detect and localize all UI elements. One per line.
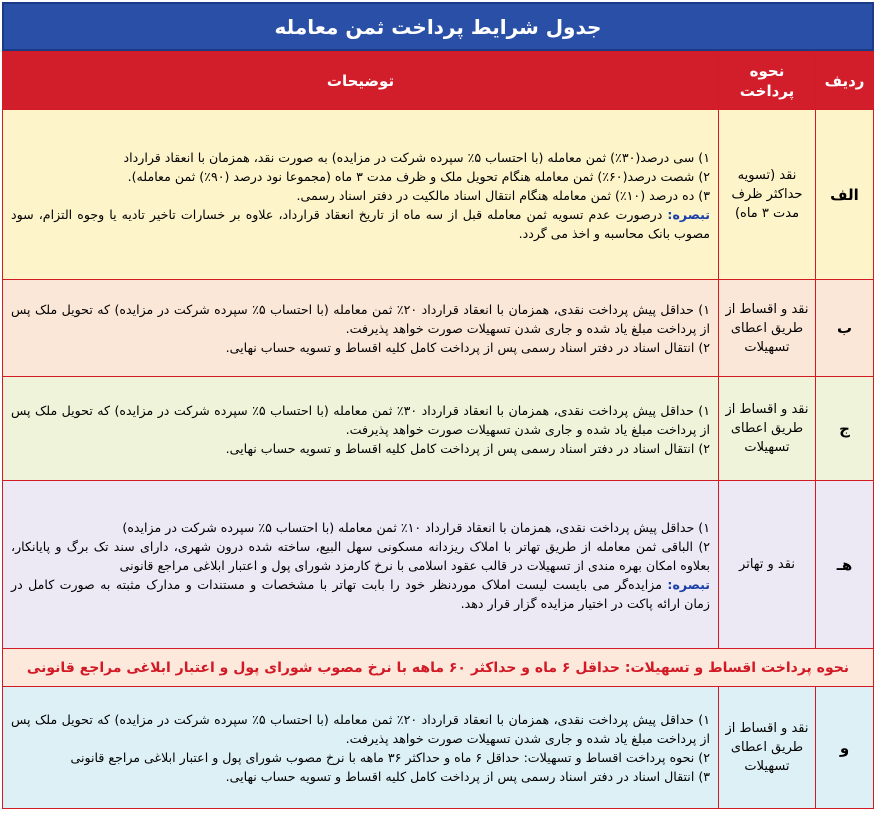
description-item: ۱) حداقل پیش پرداخت نقدی، همزمان با انعقاد قرارداد ۲۰٪ ثمن معامله (با احتساب ۵٪ سپرده شرکت در مزایده) که تحویل ملک پس از پرداخت مبلغ یاد شده و جاری شدن تسهیلات صورت خواهد پذیرفت. (11, 712, 710, 746)
note-label: تبصره: (667, 576, 710, 592)
description-item: ۳) انتقال اسناد در دفتر اسناد رسمی پس از پرداخت کامل کلیه اقساط و تسویه حساب نهایی. (225, 769, 710, 784)
document-title: جدول شرایط پرداخت ثمن معامله (2, 2, 874, 51)
row-label: هـ (816, 481, 874, 649)
description-item: ۲) انتقال اسناد در دفتر اسناد رسمی پس از پرداخت کامل کلیه اقساط و تسویه حساب نهایی. (225, 440, 710, 456)
description-item: ۲) شصت درصد(۶۰٪) ثمن معامله هنگام تحویل ملک و ظرف مدت ۳ ماه (مجموعا نود درصد (۹۰٪) ثمن معامله). (127, 168, 710, 184)
note-text: درصورت عدم تسویه ثمن معامله قبل از سه ماه از تاریخ انعقاد قرارداد، علاوه بر خسارات تاخیر تادیه یا وجوه التزام، سود مصوب بانک محاسبه و اخذ می گردد. (11, 206, 710, 241)
note-text: مزایده‌گر می بایست لیست املاک موردنظر خود را بابت تهاتر با مشخصات و مستندات و مدارک مثبته به صورت کامل در زمان ارائه پاکت در اختیار مزایده گزار قرار دهد. (11, 576, 710, 611)
header-description: توضیحات (3, 52, 719, 110)
description-item: ۱) سی درصد(۳۰٪) ثمن معامله (با احتساب ۵٪ سپرده شرکت در مزایده) به صورت نقد، همزمان با انعقاد قرارداد (123, 149, 710, 165)
table-row (3, 110, 874, 280)
payment-method: نقد و اقساط از طریق اعطای تسهیلات (719, 687, 816, 809)
header-radif: ردیف (816, 52, 874, 110)
description-item: ۱) حداقل پیش پرداخت نقدی، همزمان با انعقاد قرارداد ۳۰٪ ثمن معامله (با احتساب ۵٪ سپرده شرکت در مزایده) که تحویل ملک پس از پرداخت مبلغ یاد شده و جاری شدن تسهیلات صورت خواهد پذیرفت. (11, 402, 710, 437)
header-method: نحوه پرداخت (719, 52, 816, 110)
table-row (3, 481, 874, 649)
row-description (3, 110, 719, 280)
table-row (3, 687, 874, 809)
note-paragraph (11, 205, 710, 243)
description-item: ۱) حداقل پیش پرداخت نقدی، همزمان با انعقاد قرارداد ۲۰٪ ثمن معامله (با احتساب ۵٪ سپرده شرکت در مزایده) که تحویل ملک پس از پرداخت مبلغ یاد شده و جاری شدن تسهیلات صورت خواهد پذیرفت. (11, 302, 710, 336)
note-paragraph (11, 575, 710, 613)
description-item: ۳) ده درصد (۱۰٪) ثمن معامله هنگام انتقال اسناد مالکیت در دفتر اسناد رسمی. (296, 187, 710, 203)
table-header-row (3, 52, 874, 110)
row-description (3, 481, 719, 649)
row-label: ج (816, 377, 874, 481)
payment-terms-document (2, 2, 874, 816)
row-label: و (816, 687, 874, 809)
description-item: ۲) انتقال اسناد در دفتر اسناد رسمی پس از پرداخت کامل کلیه اقساط و تسویه حساب نهایی. (225, 340, 710, 355)
banner-row (3, 649, 874, 687)
row-description (3, 687, 719, 809)
row-description (3, 280, 719, 377)
description-item: ۲) نحوه پرداخت اقساط و تسهیلات: حداقل ۶ ماه و حداکثر ۳۶ ماهه با نرخ مصوب شورای پول و اعتبار ابلاغی مراجع قانونی (70, 750, 710, 765)
payment-method: نقد و اقساط از طریق اعطای تسهیلات (719, 377, 816, 481)
description-item: ۲) الباقی ثمن معامله از طریق تهاتر با املاک ریزدانه مسکونی سهل البیع، ساخته شده درون شهری، دارای سند تک برگ و پایانکار، بعلاوه امکان بهره مندی از تسهیلات در قالب عقود اسلامی با نرخ کارمزد شورای پول و اعتبار ابلاغی مراجع قانونی (11, 538, 710, 573)
payment-method: نقد و تهاتر (719, 481, 816, 649)
table-row (3, 280, 874, 377)
installments-banner: نحوه پرداخت اقساط و تسهیلات: حداقل ۶ ماه و حداکثر ۶۰ ماهه با نرخ مصوب شورای پول و اعتبار ابلاغی مراجع قانونی (3, 649, 874, 687)
payment-method: نقد و اقساط از طریق اعطای تسهیلات (719, 280, 816, 377)
row-label: الف (816, 110, 874, 280)
description-item: ۱) حداقل پیش پرداخت نقدی، همزمان با انعقاد قرارداد ۱۰٪ ثمن معامله (با احتساب ۵٪ سپرده شرکت در مزایده) (122, 519, 710, 535)
note-label: تبصره: (667, 206, 710, 222)
table-row (3, 377, 874, 481)
row-description (3, 377, 719, 481)
payment-terms-table (2, 51, 874, 809)
payment-method: نقد (تسویه حداکثر ظرف مدت ۳ ماه) (719, 110, 816, 280)
row-label: ب (816, 280, 874, 377)
